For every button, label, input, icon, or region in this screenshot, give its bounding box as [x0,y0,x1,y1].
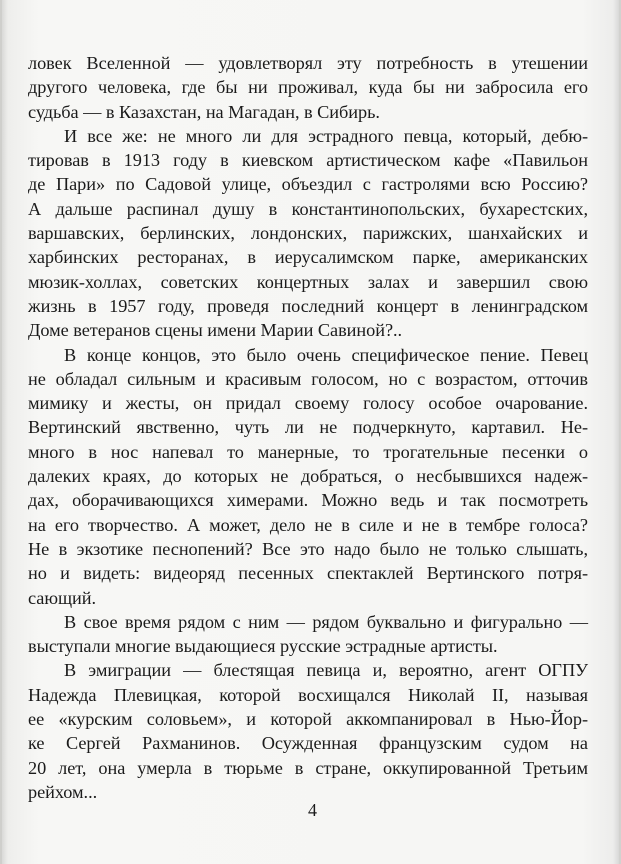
page-number: 4 [308,800,317,820]
text-line: далеких краях, до которых не добраться, о несбывшихся надеж- [28,466,588,487]
text-line: но и видеть: видеоряд песенных спектаклей Вертинского потря- [28,563,588,584]
text-line: В эмиграции — блестящая певица и, вероятно, агент ОГПУ [64,660,588,681]
text-line: ловек Вселенной — удовлетворял эту потребность в утешении [28,53,588,73]
page-edge-right [613,0,619,864]
text-line: сающий. [28,587,96,608]
text-line: де Пари» по Садовой улице, объездил с гастролями всю Россию? [28,174,588,195]
text-line: Доме ветеранов сцены имени Марии Савиной?.. [28,320,403,341]
text-line: 20 лет, она умерла в тюрьме в стране, оккупированной Третьим [28,757,588,778]
text-line: другого человека, где бы ни проживал, куда бы ни забросила его [28,77,588,98]
text-line: много в нос напевал то манерные, то трогательные песенки о [28,441,588,462]
text-line: дах, оборачивающихся химерами. Можно ведь и так посмотреть [28,490,588,511]
text-line: не обладал сильным и красивым голосом, но с возрастом, отточив [28,368,588,389]
text-line: мюзик-холлах, советских концертных залах и завершил свою [28,271,588,292]
text-line: на его творчество. А может, дело не в силе и не в тембре голоса? [28,514,588,535]
text-line: В конце концов, это было очень специфическое пение. Певец [64,344,588,365]
text-line: выступали многие выдающиеся русские эстрадные артисты. [28,636,498,657]
text-line: ке Сергей Рахманинов. Осужденная французским судом на [28,733,588,754]
text-line: Вертинский явственно, чуть ли не подчеркнуто, картавил. Не- [28,417,588,438]
text-line: А дальше распинал душу в константинопольских, бухарестских, [28,198,588,219]
text-line: Надежда Плевицкая, которой восхищался Николай II, называя [28,684,588,705]
text-line: тировав в 1913 году в киевском артистическом кафе «Павильон [28,150,588,171]
text-line: варшавских, берлинских, лондонских, парижских, шанхайских и [28,223,588,244]
text-line: ее «курским соловьем», и которой аккомпанировал в Нью-Йор- [28,709,588,730]
text-line: жизнь в 1957 году, проведя последний концерт в ленинградском [28,295,588,316]
text-line: харбинских ресторанах, в иерусалимском парке, американских [28,247,588,268]
body-text [28,51,588,804]
text-line: рейхом... [28,781,98,802]
text-line: Не в экзотике песнопений? Все это надо было не только слышать, [28,538,588,559]
text-line: И все же: не много ли для эстрадного певца, который, дебю- [64,125,588,146]
text-line: В свое время рядом с ним — рядом буквально и фигурально — [64,611,588,632]
text-line: судьба — в Казахстан, на Магадан, в Сибирь. [28,101,380,122]
page-edge-left [2,0,8,864]
text-line: мимику и жесты, он придал своему голосу особое очарование. [28,393,588,414]
